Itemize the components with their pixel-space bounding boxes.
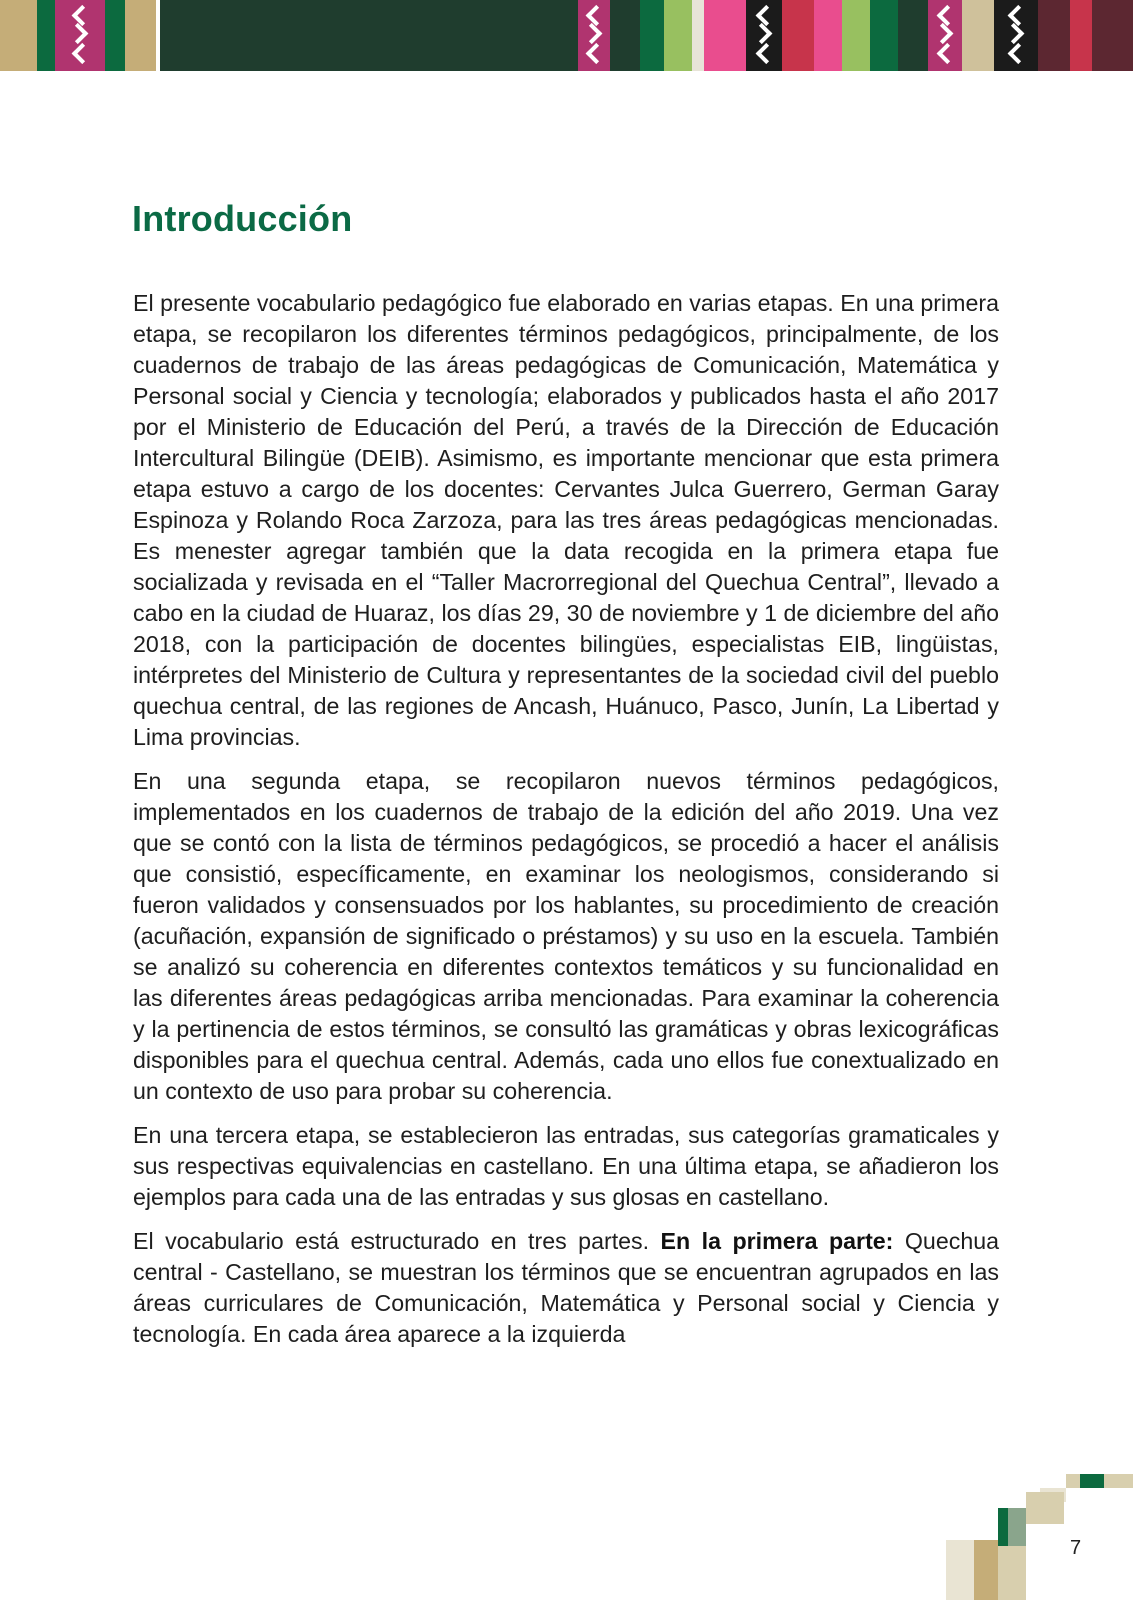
- page-title: Introducción: [132, 198, 353, 239]
- band-stripe: [664, 0, 692, 71]
- decor-block: [1008, 1508, 1026, 1546]
- band-stripe: [842, 0, 870, 71]
- band-stripe: [782, 0, 814, 71]
- decor-block: [998, 1546, 1026, 1600]
- band-stripe: [640, 0, 664, 71]
- chevron-pattern-icon: [55, 0, 105, 71]
- chevron-pattern-icon: [928, 0, 962, 71]
- paragraph: [133, 1226, 999, 1350]
- paragraph-text: Quechua central - Castellano, se muestran los términos que se encuentran agrupados en las áreas curriculares de Comunicación, Matemática y Personal social y Ciencia y tecnología. En cada área aparece a la izquierda: [133, 1228, 999, 1347]
- chevron-pattern-icon: [746, 0, 782, 71]
- band-stripe: [870, 0, 898, 71]
- decor-block: [946, 1540, 974, 1600]
- band-stripe: [704, 0, 746, 71]
- decor-block: [1080, 1474, 1104, 1488]
- paragraph: En una segunda etapa, se recopilaron nuevos términos pedagógicos, implementados en los cuadernos de trabajo de la edición del año 2019. Una vez que se contó con la lista de términos pedagógicos, se procedió a hacer el análisis que consistió, específicamente, en examinar los neologismos, considerando si fueron validados y consensuados por los hablantes, su procedimiento de creación (acuñación, expansión de significado o préstamos) y su uso en la escuela. También se analizó su coherencia en diferentes contextos temáticos y su funcionalidad en las diferentes áreas pedagógicas arriba mencionadas. Para examinar la coherencia y la pertinencia de estos términos, se consultó las gramáticas y obras lexicográficas disponibles para el quechua central. Además, cada uno ellos fue conextualizado en un contexto de uso para probar su coherencia.: [133, 768, 999, 1104]
- band-stripe: [105, 0, 125, 71]
- band-stripe: [1038, 0, 1070, 71]
- paragraph-text: El vocabulario está estructurado en tres partes.: [133, 1228, 661, 1254]
- band-stripe: [1092, 0, 1133, 71]
- decorative-header-band: [0, 0, 1133, 71]
- paragraph: El presente vocabulario pedagógico fue elaborado en varias etapas. En una primera etapa, se recopilaron los diferentes términos pedagógicos, principalmente, de los cuadernos de trabajo de las áreas pedagógicas de Comunicación, Matemática y Personal social y Ciencia y tecnología; elaborados y publicados hasta el año 2017 por el Ministerio de Educación del Perú, a través de la Dirección de Educación Intercultural Bilingüe (DEIB). Asimismo, es importante mencionar que esta primera etapa estuvo a cargo de los docentes: Cervantes Julca Guerrero, German Garay Espinoza y Rolando Roca Zarzoza, para las tres áreas pedagógicas mencionadas. Es menester agregar también que la data recogida en la primera etapa fue socializada y revisada en el “Taller Macrorregional del Quechua Central”, llevado a cabo en la ciudad de Huaraz, los días 29, 30 de noviembre y 1 de diciembre del año 2018, con la participación de docentes bilingües, especialistas EIB, lingüistas, intérpretes del Ministerio de Cultura y representantes de la sociedad civil del pueblo quechua central, de las regiones de Ancash, Huánuco, Pasco, Junín, La Libertad y Lima provincias.: [133, 290, 999, 750]
- band-stripe: [814, 0, 842, 71]
- band-stripe: [1070, 0, 1092, 71]
- band-stripe: [610, 0, 640, 71]
- band-stripe: [125, 0, 156, 71]
- paragraph: En una tercera etapa, se establecieron las entradas, sus categorías gramaticales y sus respectivas equivalencias en castellano. En una última etapa, se añadieron los ejemplos para cada una de las entradas y sus glosas en castellano.: [133, 1122, 999, 1210]
- chevron-pattern-icon: [578, 0, 610, 71]
- page-number: 7: [1070, 1537, 1082, 1559]
- bold-text: En la primera parte:: [660, 1228, 894, 1254]
- band-stripe: [37, 0, 55, 71]
- decor-block: [974, 1540, 998, 1600]
- document-body: [133, 288, 999, 1363]
- band-stripe: [898, 0, 928, 71]
- band-stripe: [160, 0, 578, 71]
- chevron-pattern-icon: [994, 0, 1038, 71]
- band-stripe: [0, 0, 37, 71]
- band-stripe: [962, 0, 994, 71]
- decor-block: [1026, 1492, 1064, 1524]
- band-stripe: [692, 0, 704, 71]
